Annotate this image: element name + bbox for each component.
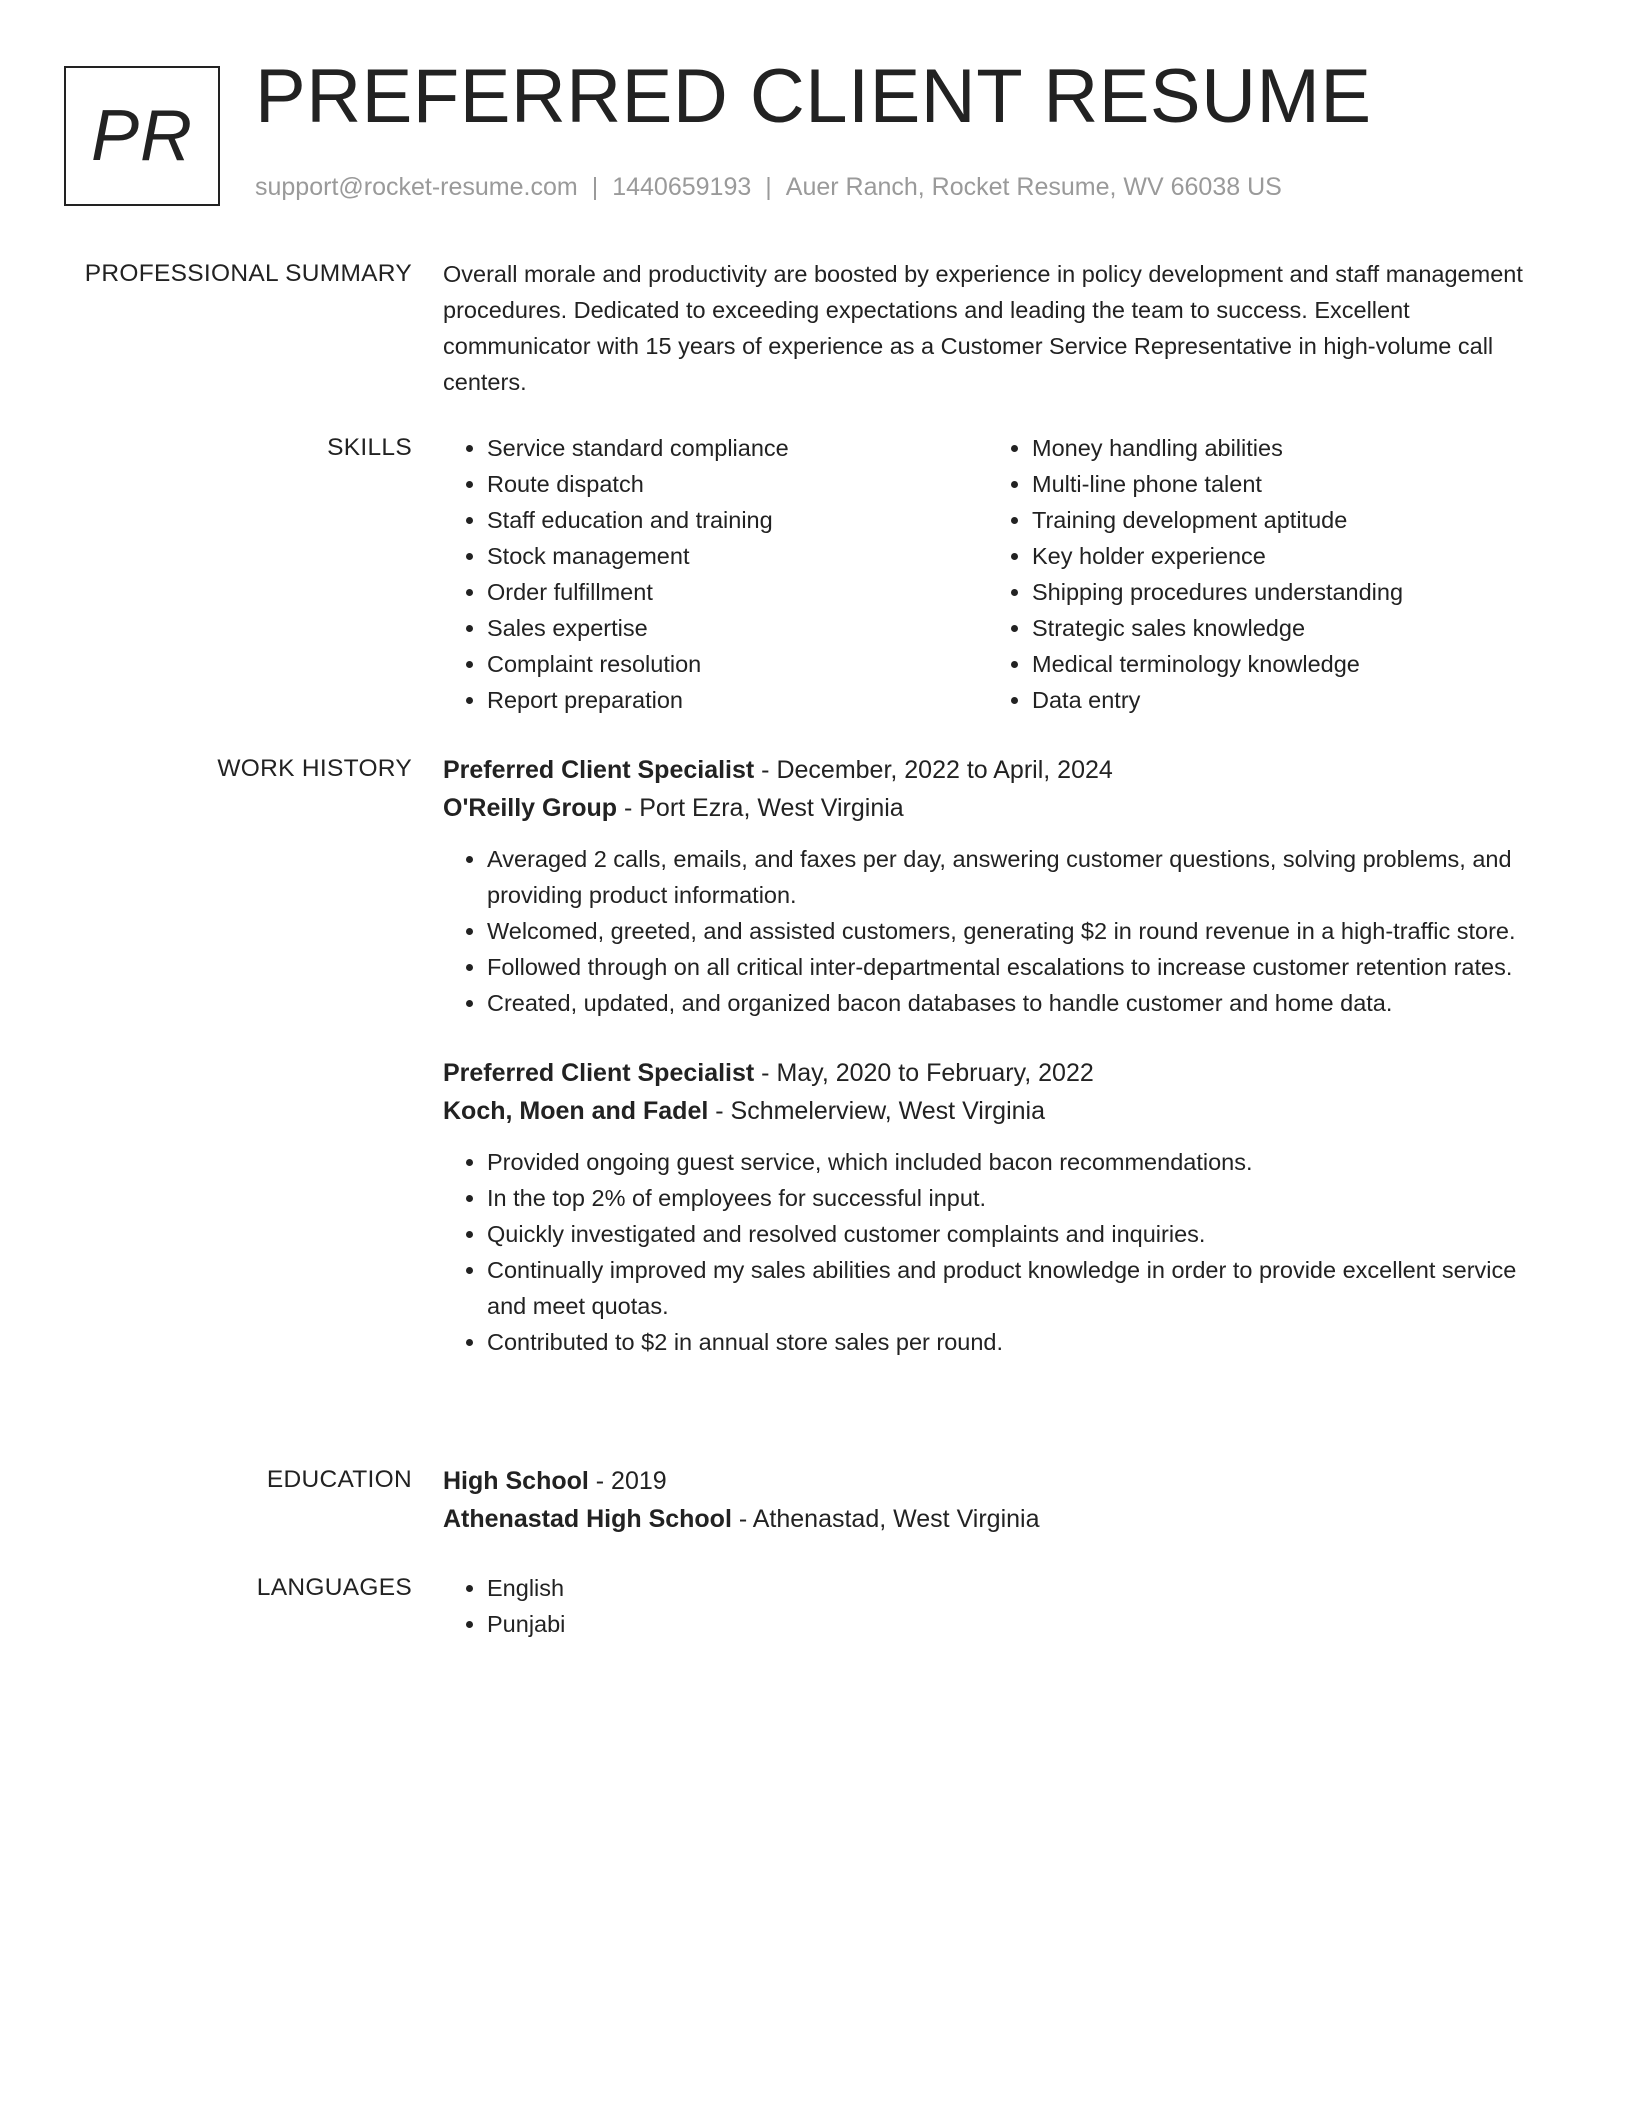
- job-location: - Port Ezra, West Virginia: [617, 794, 904, 822]
- education-school-line: [443, 1500, 1555, 1538]
- languages-heading: LANGUAGES: [256, 1574, 412, 1601]
- skill-item: • Data entry: [1032, 682, 1508, 718]
- skills-body: [443, 430, 1555, 720]
- skill-item: • Strategic sales knowledge: [1032, 610, 1508, 646]
- job-dates: - May, 2020 to February, 2022: [754, 1059, 1094, 1087]
- language-item: • Punjabi: [487, 1606, 1555, 1642]
- summary-text: Overall morale and productivity are boosted by experience in policy development and staff management procedures. Dedicated to exceeding expectations and leading the team to success. Excellent communicator with 15 years of experience as a Customer Service Representative in high-volume call centers.: [443, 261, 1523, 395]
- skill-item: • Order fulfillment: [487, 574, 963, 610]
- job-location: - Schmelerview, West Virginia: [708, 1097, 1045, 1125]
- job-bullet: • Welcomed, greeted, and assisted customers, generating $2 in round revenue in a high-traffic store.: [487, 913, 1555, 949]
- monogram-box: [64, 66, 220, 206]
- job-bullet: • Continually improved my sales abilities and product knowledge in order to provide excellent service and meet quotas.: [487, 1252, 1555, 1324]
- skill-item: • Key holder experience: [1032, 538, 1508, 574]
- education-school: Athenastad High School: [443, 1505, 732, 1533]
- education-heading: EDUCATION: [266, 1466, 412, 1493]
- job-bullet: • Averaged 2 calls, emails, and faxes per day, answering customer questions, solving problems, and providing product information.: [487, 841, 1555, 913]
- contact-separator: |: [591, 173, 599, 201]
- job-bullet: • Contributed to $2 in annual store sales per round.: [487, 1324, 1555, 1360]
- education-degree: High School: [443, 1467, 589, 1495]
- job-title-line: [443, 1054, 1555, 1092]
- contact-address: Auer Ranch, Rocket Resume, WV 66038 US: [785, 173, 1282, 201]
- job-dates: - December, 2022 to April, 2024: [754, 756, 1113, 784]
- monogram-initials: PR: [90, 96, 194, 176]
- education-location: - Athenastad, West Virginia: [731, 1505, 1040, 1533]
- contact-email: support@rocket-resume.com: [255, 173, 578, 201]
- job-entry: [443, 1054, 1555, 1360]
- skill-item: • Money handling abilities: [1032, 430, 1508, 466]
- job-bullet: • In the top 2% of employees for successful input.: [487, 1180, 1555, 1216]
- job-bullet: • Created, updated, and organized bacon databases to handle customer and home data.: [487, 985, 1555, 1021]
- skill-item: • Shipping procedures understanding: [1032, 574, 1508, 610]
- job-bullet: • Quickly investigated and resolved customer complaints and inquiries.: [487, 1216, 1555, 1252]
- skill-item: • Staff education and training: [487, 502, 963, 538]
- contact-separator: |: [765, 173, 772, 201]
- job-bullet: • Provided ongoing guest service, which included bacon recommendations.: [487, 1144, 1555, 1180]
- skill-item: • Sales expertise: [487, 610, 963, 646]
- skills-column-right: [988, 430, 1508, 718]
- education-degree-line: [443, 1462, 1555, 1500]
- job-bullet: • Followed through on all critical inter-departmental escalations to increase customer retention rates.: [487, 949, 1555, 985]
- skill-item: • Medical terminology knowledge: [1032, 646, 1508, 682]
- languages-body: [443, 1570, 1555, 1642]
- skill-item: • Training development aptitude: [1032, 502, 1508, 538]
- resume-title: PREFERRED CLIENT RESUME: [255, 54, 1372, 139]
- skills-heading: SKILLS: [327, 434, 412, 461]
- summary-heading: PROFESSIONAL SUMMARY: [84, 260, 412, 287]
- education-body: [443, 1462, 1555, 1538]
- skill-item: • Route dispatch: [487, 466, 963, 502]
- skill-item: • Service standard compliance: [487, 430, 963, 466]
- skills-column-left: [443, 430, 963, 718]
- job-company: O'Reilly Group: [443, 794, 618, 822]
- work-history-body: [443, 751, 1555, 1360]
- language-item: • English: [487, 1570, 1555, 1606]
- skill-item: • Multi-line phone talent: [1032, 466, 1508, 502]
- job-title-line: [443, 751, 1555, 789]
- job-entry: [443, 751, 1555, 1021]
- contact-line: [255, 173, 1282, 202]
- contact-phone: 1440659193: [612, 173, 752, 201]
- job-company-line: [443, 1092, 1555, 1130]
- work-history-heading: WORK HISTORY: [217, 755, 412, 782]
- job-company-line: [443, 789, 1555, 827]
- job-company: Koch, Moen and Fadel: [443, 1097, 709, 1125]
- job-title: Preferred Client Specialist: [443, 1059, 755, 1087]
- job-title: Preferred Client Specialist: [443, 756, 755, 784]
- skill-item: • Report preparation: [487, 682, 963, 718]
- skill-item: • Complaint resolution: [487, 646, 963, 682]
- education-year: - 2019: [588, 1467, 667, 1495]
- skill-item: • Stock management: [487, 538, 963, 574]
